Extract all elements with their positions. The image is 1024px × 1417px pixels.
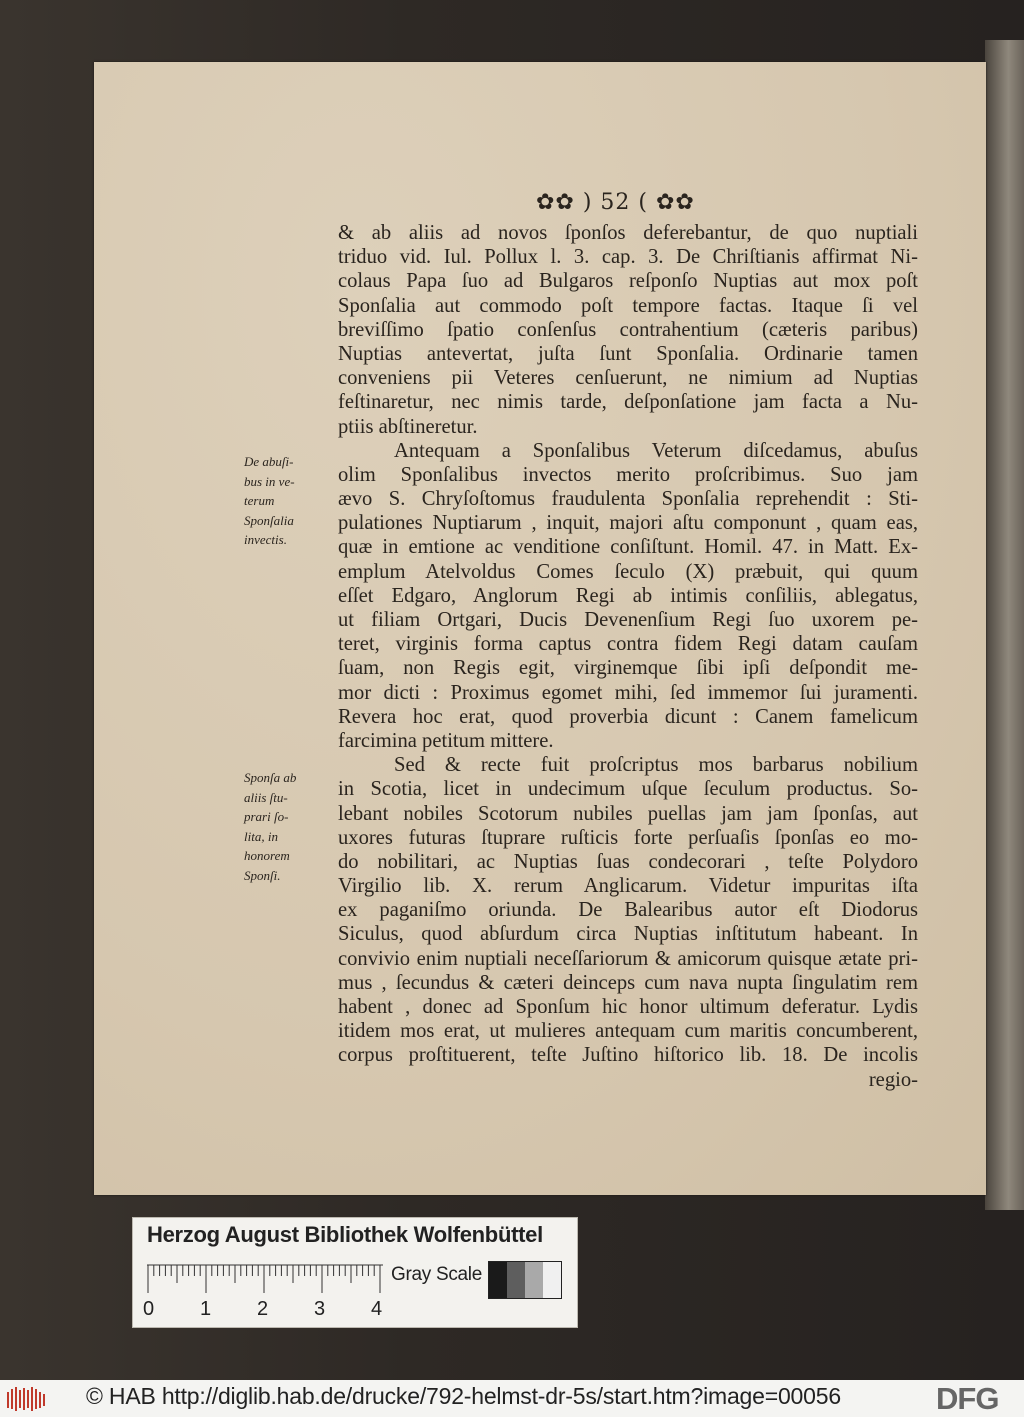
text-line: lebant nobiles Scotorum nubiles puellas jam jam ſponſas, aut (338, 802, 918, 825)
text-line: breviſſimo ſpatio conſenſus contrahentium (cæteris paribus) (338, 318, 918, 341)
gray-swatch (525, 1262, 543, 1298)
margin-note-line: bus in ve- (244, 473, 295, 489)
margin-note-line: lita, in (244, 828, 278, 844)
text-line: eſſet Edgaro, Anglorum Regi ab intimis conſiliis, ablegatus, (338, 584, 918, 607)
text-line: emplum Atelvoldus Comes ſeculo (X) præbuit, qui quum (338, 560, 918, 583)
text-line: corpus proſtituerent, teſte Juſtino hiſtorico lib. 18. De incolis (338, 1044, 918, 1067)
gray-swatch (543, 1262, 561, 1298)
text-line: mor dicti : Proximus egomet mihi, ſed immemor ſui juramenti. (338, 681, 918, 704)
dfg-logo: DFG (936, 1381, 999, 1416)
text-line: regio- (868, 1068, 918, 1091)
ruler-number: 2 (257, 1298, 269, 1320)
text-line: farcimina petitum mittere. (338, 729, 554, 752)
margin-note-line: aliis ſtu- (244, 789, 288, 805)
margin-note-line: terum (244, 493, 275, 508)
text-line: quæ in emtione ac venditione conſiſtunt. Homil. 47. in Matt. Ex- (338, 536, 918, 559)
footer-bar (0, 1380, 1024, 1417)
gray-scale-swatches (488, 1261, 562, 1299)
text-line: ex paganiſmo oriunda. De Balearibus autor eſt Diodorus (338, 899, 918, 922)
margin-note-line: De abuſi- (244, 454, 294, 469)
text-line: Nuptias antevertat, juſta ſunt Sponſalia. Ordinarie tamen (338, 342, 918, 365)
text-line: triduo vid. Iul. Pollux l. 3. cap. 3. De Chriſtianis affirmat Ni- (338, 246, 918, 269)
gray-swatch (507, 1262, 525, 1298)
copyright-url[interactable]: © HAB http://diglib.hab.de/drucke/792-helmst-dr-5s/start.htm?image=00056 (86, 1383, 841, 1409)
ruler-number: 0 (143, 1298, 155, 1320)
margin-note-abusus (244, 452, 324, 550)
book-spine (985, 40, 1024, 1210)
text-line: conveniens pii Veteres cenſuerunt, ne nimium ad Nuptias (338, 367, 918, 390)
ruler-number: 4 (371, 1298, 383, 1320)
text-line: ſuam, non Regis egit, virginemque ſibi ipſi deſpondit me- (338, 657, 918, 680)
text-line: Sed & recte fuit proſcriptus mos barbarus nobilium (394, 754, 918, 777)
gray-swatch (489, 1262, 507, 1298)
text-line: feſtinaretur, nec nimis tarde, deſponſatione jam facta a Nu- (338, 391, 918, 414)
margin-note-line: honorem (244, 848, 290, 863)
text-line: ævo S. Chryſoſtomus fraudulenta Sponſalia reprehendit : Sti- (338, 488, 918, 511)
text-line: Virgilio lib. X. rerum Anglicarum. Videtur impuritas iſta (338, 875, 918, 898)
text-line: in Scotia, licet in undecimum uſque ſeculum productus. So- (338, 778, 918, 801)
body-text (338, 221, 918, 1092)
text-line: & ab aliis ad novos ſponſos deferebantur, de quo nuptiali (338, 222, 918, 244)
text-line: uxores futuras ſtuprare ruſticis forte perſuaſis ſponſas eo mo- (338, 826, 918, 849)
text-line: ptiis abſtineretur. (338, 415, 478, 438)
text-line: pulationes Nuptiarum , inquit, majori aſtu componunt , quam eas, (338, 512, 918, 535)
text-line: teret, virginis forma captus contra fidem Regi datam cauſam (338, 633, 918, 656)
library-color-card (132, 1217, 578, 1328)
gray-scale-label: Gray Scale (391, 1264, 482, 1285)
text-line: convivio enim nuptiali neceſſariorum & amicorum quisque ætate pri- (338, 947, 918, 970)
margin-note-sponsa (244, 768, 324, 885)
margin-note-line: Sponſalia (244, 512, 294, 528)
text-line: Siculus, quod abſurdum circa Nuptias inſtitutum habeant. In (338, 923, 918, 946)
text-line: Sponſalia aut commodo poſt tempore factas. Itaque ſi vel (338, 294, 918, 317)
text-line: Revera hoc erat, quod proverbia dicunt : Canem famelicum (338, 705, 918, 728)
hab-logo-icon (6, 1386, 46, 1412)
ruler-number: 1 (200, 1298, 212, 1320)
margin-note-line: Sponſi. (244, 867, 281, 883)
margin-note-line: invectis. (244, 532, 287, 547)
text-line: ut filiam Ortgari, Ducis Devenenſium Regi ſuo uxorem pe- (338, 609, 918, 631)
ruler-numbers (143, 1298, 383, 1320)
margin-note-line: prari ſo- (244, 809, 289, 824)
text-line: do nobilitari, ac Nuptias ſuas condecorari , teſte Polydoro (338, 850, 918, 873)
ruler-number: 3 (314, 1298, 326, 1320)
text-line: mus , ſecundus & cæteri deinceps cum nava nupta ſingulatim rem (338, 971, 918, 994)
text-line: habent , donec ad Sponſum hic honor ultimum deferatur. Lydis (338, 996, 918, 1018)
text-line: colaus Papa ſuo ad Bulgaros reſponſo Nuptias aut mox poſt (338, 270, 918, 293)
library-name: Herzog August Bibliothek Wolfenbüttel (147, 1222, 543, 1247)
text-line: Antequam a Sponſalibus Veterum diſcedamus, abuſus (394, 439, 918, 462)
page-header: ✿✿ ) 52 ( ✿✿ (536, 190, 695, 215)
ruler-scale (147, 1264, 383, 1294)
text-line: olim Sponſalibus invectos merito proſcribimus. Suo jam (338, 463, 918, 486)
margin-note-line: Sponſa ab (244, 770, 297, 785)
text-line: itidem mos erat, ut mulieres antequam cum maritis concumberent, (338, 1020, 918, 1043)
